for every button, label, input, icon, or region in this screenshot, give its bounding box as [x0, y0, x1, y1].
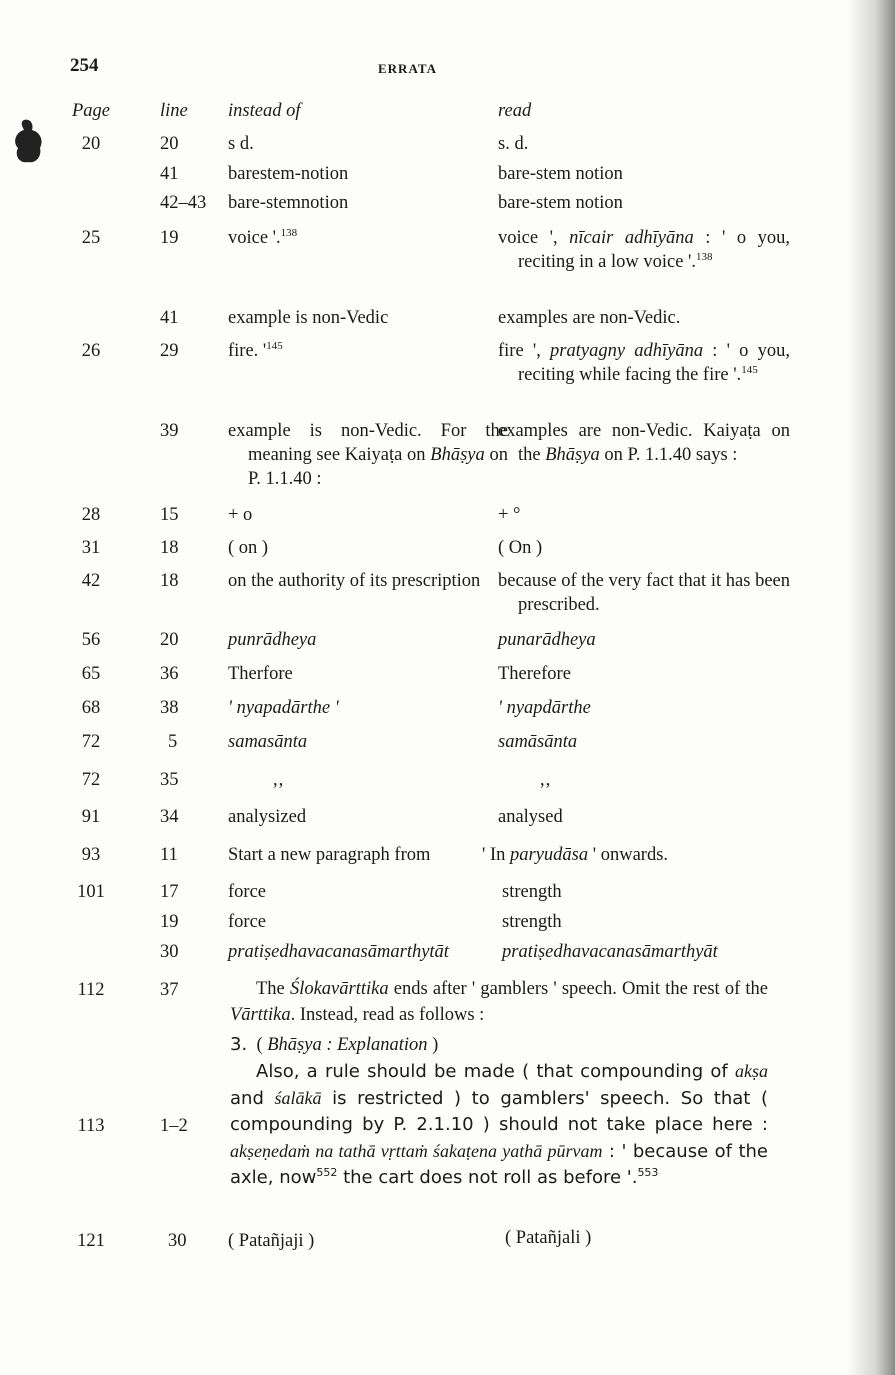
- read-text: : ' o you, reciting while facing the fire '.: [518, 341, 790, 385]
- bhasya-paragraph: [230, 1058, 768, 1191]
- row-line: 20: [160, 630, 179, 650]
- read-text: ' onwards.: [588, 845, 669, 865]
- row-line: 39: [160, 421, 179, 441]
- row-page: 68: [81, 698, 101, 718]
- row-read: bare-stem notion: [498, 193, 623, 213]
- section-heading: [230, 1032, 768, 1058]
- row-instead: force: [228, 912, 266, 932]
- heading-number: 3.: [230, 1034, 248, 1055]
- row-line: 20: [160, 134, 179, 154]
- row-page: 28: [81, 505, 101, 525]
- row-page: 65: [81, 664, 101, 684]
- heading-text: ): [427, 1035, 439, 1055]
- row-page: 20: [81, 134, 101, 154]
- row-read: samāsānta: [498, 732, 578, 752]
- row-page: 72: [81, 770, 101, 790]
- row-page: 72: [81, 732, 101, 752]
- row-page: 26: [81, 341, 101, 361]
- paragraph-text: : ' because of the axle, now: [230, 1141, 768, 1188]
- row-read: bare-stem notion: [498, 164, 623, 184]
- row-read: examples are non-Vedic.: [498, 308, 681, 328]
- read-text: : ' o you, reciting in a low voice '.: [518, 228, 790, 272]
- paragraph-text: ends after ' gamblers ' speech. Omit the rest of the: [388, 979, 768, 999]
- row-line: 30: [160, 942, 179, 962]
- row-read: strength: [502, 912, 562, 932]
- footnote-ref: 145: [741, 364, 758, 376]
- ditto-mark: ,,: [273, 770, 285, 790]
- row-line: 42–43: [160, 193, 207, 213]
- instead-text: voice '.: [228, 228, 281, 248]
- row-page: 25: [81, 228, 101, 248]
- paragraph-text: is restricted ) to gamblers' speech. So that ( compounding by P. 2.1.10 ) should not take place here :: [230, 1088, 768, 1135]
- row-instead: barestem-notion: [228, 164, 349, 184]
- row-line: 36: [160, 664, 179, 684]
- row-read: analysed: [498, 807, 563, 827]
- correction-paragraph: [230, 976, 768, 1028]
- paragraph-italic: śalākā: [274, 1088, 322, 1108]
- footnote-ref: 552: [316, 1166, 338, 1179]
- row-instead: [228, 419, 508, 491]
- ditto-mark: ,,: [540, 770, 552, 790]
- row-read: Therefore: [498, 664, 571, 684]
- instead-text: example is non-Vedic. For the meaning see Kaiyaṭa on: [228, 421, 508, 465]
- row-line: 18: [160, 571, 179, 591]
- row-read: punarādheya: [498, 630, 596, 650]
- column-header-read: read: [498, 101, 532, 121]
- row-line: 29: [160, 341, 179, 361]
- row-instead: s d.: [228, 134, 254, 154]
- row-instead: ( Patañjaji ): [228, 1231, 315, 1251]
- instead-italic: Bhāṣya: [430, 445, 485, 465]
- running-head: ERRATA: [378, 61, 437, 76]
- row-read: + °: [498, 505, 521, 525]
- read-text: voice ',: [498, 228, 570, 248]
- row-page: 56: [81, 630, 101, 650]
- row-line: 19: [160, 228, 179, 248]
- paragraph-italic: Ślokavārttika: [289, 979, 389, 999]
- footnote-ref: 138: [696, 251, 713, 263]
- row-instead: punrādheya: [228, 630, 317, 650]
- paragraph-text: . Instead, read as follows :: [290, 1005, 485, 1025]
- row-page: 91: [81, 807, 101, 827]
- row-page: 101: [77, 882, 105, 902]
- row-page: 112: [77, 980, 105, 1000]
- paragraph-text: and: [230, 1088, 275, 1109]
- read-italic: pratyagny adhīyāna: [550, 341, 704, 361]
- read-text: ' In: [482, 845, 510, 865]
- row-page: 113: [77, 1116, 105, 1136]
- row-read: ' nyapdārthe: [498, 698, 591, 718]
- row-instead: Start a new paragraph from: [228, 845, 431, 865]
- row-line: 18: [160, 538, 179, 558]
- paragraph-text: the cart does not roll as before '.: [337, 1167, 638, 1188]
- row-read: strength: [502, 882, 562, 902]
- row-page: 31: [81, 538, 101, 558]
- paragraph-text: The: [256, 979, 290, 999]
- row-instead: [228, 339, 488, 363]
- read-italic: Bhāṣya: [545, 445, 600, 465]
- row-line: 35: [160, 770, 179, 790]
- read-text: on P. 1.1.40 says :: [599, 445, 738, 465]
- heading-text: (: [256, 1035, 268, 1055]
- row-instead: pratiṣedhavacanasāmarthytāt: [228, 942, 449, 962]
- row-line: 19: [160, 912, 179, 932]
- read-italic: paryudāsa: [510, 845, 589, 865]
- paragraph-italic: akṣa: [735, 1061, 768, 1081]
- row-instead: ' nyapadārthe ': [228, 698, 339, 718]
- row-read: because of the very fact that it has been prescribed.: [498, 571, 790, 615]
- row-instead: bare-stemnotion: [228, 193, 349, 213]
- row-read: pratiṣedhavacanasāmarthyāt: [502, 942, 718, 962]
- row-line: 1–2: [160, 1116, 188, 1136]
- read-italic: nīcair adhīyāna: [569, 228, 694, 248]
- row-instead: + o: [228, 505, 253, 525]
- row-instead: example is non-Vedic: [228, 308, 389, 328]
- row-instead: force: [228, 882, 266, 902]
- row-instead: analysized: [228, 807, 307, 827]
- row-read: [482, 843, 668, 867]
- row-line: 5: [168, 732, 178, 752]
- footnote-ref: 553: [637, 1166, 659, 1179]
- row-line: 37: [160, 980, 179, 1000]
- row-read: [498, 226, 790, 274]
- inserted-text-block: [230, 1032, 768, 1191]
- row-read: ( On ): [498, 538, 543, 558]
- row-line: 38: [160, 698, 179, 718]
- footnote-ref: 138: [280, 227, 298, 239]
- row-line: 11: [160, 845, 178, 865]
- row-line: 17: [160, 882, 179, 902]
- row-line: 30: [168, 1231, 187, 1251]
- read-text: fire ',: [498, 341, 551, 361]
- instead-text: fire. ': [228, 341, 267, 361]
- row-line: 41: [160, 164, 179, 184]
- page-edge-shadow: [847, 0, 895, 1375]
- row-line: 41: [160, 308, 179, 328]
- read-text: examples are non-Vedic. Kaiyaṭa on the: [498, 421, 790, 465]
- instead-text: on P. 1.1.40 :: [248, 445, 508, 489]
- row-read: s. d.: [498, 134, 529, 154]
- row-read: [498, 339, 790, 387]
- row-instead: [228, 226, 488, 250]
- row-instead: Therfore: [228, 664, 293, 684]
- footnote-ref: 145: [266, 340, 283, 352]
- ink-blot-mark: [12, 118, 46, 166]
- page-number: 254: [70, 55, 99, 76]
- row-read: [498, 419, 790, 467]
- row-instead: ( on ): [228, 538, 269, 558]
- row-instead: samasānta: [228, 732, 308, 752]
- row-line: 34: [160, 807, 179, 827]
- row-line: 15: [160, 505, 179, 525]
- heading-italic: Bhāṣya : Explanation: [267, 1035, 428, 1055]
- row-page: 93: [81, 845, 101, 865]
- row-read: ( Patañjali ): [505, 1228, 592, 1248]
- row-page: 121: [77, 1231, 105, 1251]
- column-header-page: Page: [71, 101, 110, 121]
- paragraph-italic: Vārttika: [230, 1005, 291, 1025]
- row-page: 42: [81, 571, 101, 591]
- row-instead: on the authority of its prescription: [228, 571, 481, 591]
- paragraph-text: Also, a rule should be made ( that compounding of: [256, 1061, 735, 1082]
- column-header-line: line: [160, 101, 188, 121]
- paragraph-italic: akṣeṇedaṁ na tathā vṛttaṁ śakaṭena yathā pūrvam: [230, 1141, 603, 1161]
- column-header-instead-of: instead of: [228, 101, 301, 121]
